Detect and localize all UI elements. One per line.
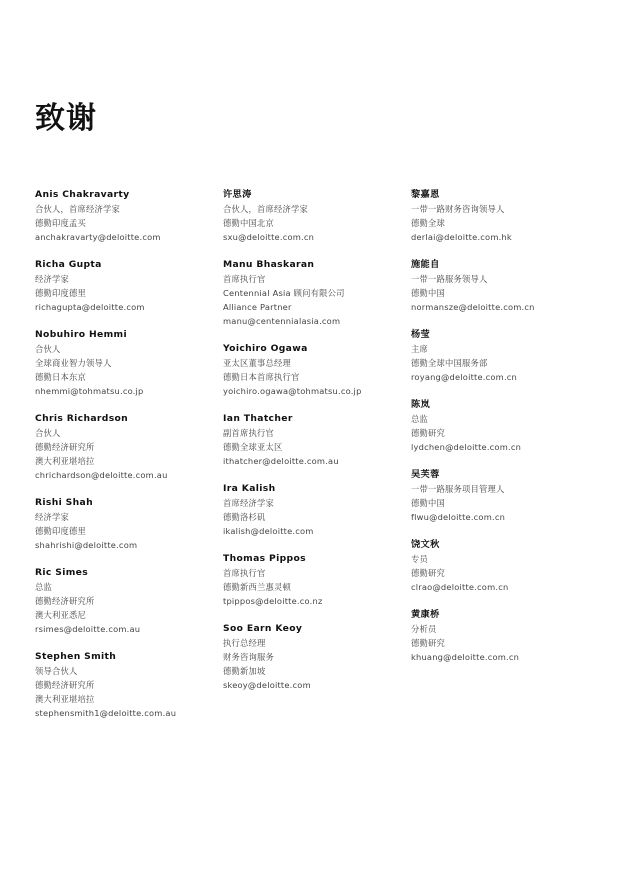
contact-email[interactable]: rsimes@deloitte.com.au: [35, 624, 141, 634]
contact-email[interactable]: royang@deloitte.com.cn: [411, 372, 518, 382]
contact-entry: [35, 412, 215, 482]
contact-name: Anis Chakravarty: [35, 189, 130, 200]
contact-detail: 德勤中国: [411, 288, 445, 298]
contact-detail: 财务咨询服务: [223, 652, 274, 662]
contact-entry: [35, 258, 215, 314]
contact-detail: 德勤研究: [411, 638, 445, 648]
contact-email[interactable]: ithatcher@deloitte.com.au: [223, 456, 339, 466]
contact-detail: 德勤经济研究所: [35, 442, 95, 452]
contact-email[interactable]: stephensmith1@deloitte.com.au: [35, 708, 177, 718]
contact-email[interactable]: derlai@deloitte.com.hk: [411, 232, 512, 242]
contacts-column-1: [35, 188, 215, 734]
contact-detail: 一带一路财务咨询领导人: [411, 204, 505, 214]
contact-detail: 德勤新西兰惠灵顿: [223, 582, 291, 592]
contact-entry: [223, 412, 403, 468]
contact-entry: [411, 468, 591, 524]
contact-detail: 澳大利亚堪培拉: [35, 456, 95, 466]
contact-name: Ian Thatcher: [223, 413, 293, 424]
contact-email[interactable]: skeoy@deloitte.com: [223, 680, 311, 690]
contact-detail: 领导合伙人: [35, 666, 78, 676]
contact-detail: 分析员: [411, 624, 437, 634]
contact-name: Richa Gupta: [35, 259, 102, 270]
contact-detail: 亚太区董事总经理: [223, 358, 291, 368]
contact-entry: [411, 608, 591, 664]
contact-entry: [35, 650, 215, 720]
contact-detail: 合伙人，首席经济学家: [223, 204, 308, 214]
contact-email[interactable]: lydchen@deloitte.com.cn: [411, 442, 522, 452]
contact-detail: 经济学家: [35, 274, 69, 284]
contact-entry: [223, 622, 403, 692]
contact-name: Ric Simes: [35, 567, 89, 578]
contact-entry: [411, 188, 591, 244]
contact-detail: 德勤印度德里: [35, 288, 86, 298]
contact-name: Thomas Pippos: [223, 553, 306, 564]
contact-email[interactable]: shahrishi@deloitte.com: [35, 540, 138, 550]
contact-name: Nobuhiro Hemmi: [35, 329, 127, 340]
contact-email[interactable]: nhemmi@tohmatsu.co.jp: [35, 386, 144, 396]
contact-detail: 德勤全球亚太区: [223, 442, 283, 452]
contact-name: 陈岚: [411, 399, 431, 410]
contact-entry: [223, 482, 403, 538]
contact-entry: [35, 496, 215, 552]
contact-email[interactable]: tpippos@deloitte.co.nz: [223, 596, 323, 606]
contact-email[interactable]: flwu@deloitte.com.cn: [411, 512, 506, 522]
contact-detail: 一带一路服务领导人: [411, 274, 488, 284]
contact-email[interactable]: clrao@deloitte.com.cn: [411, 582, 509, 592]
contacts-column-3: [411, 188, 591, 678]
contact-entry: [411, 538, 591, 594]
contact-detail: 合伙人: [35, 344, 61, 354]
contact-entry: [411, 328, 591, 384]
contact-detail: 合伙人，首席经济学家: [35, 204, 120, 214]
contact-detail: 首席经济学家: [223, 498, 274, 508]
contact-detail: 一带一路服务项目管理人: [411, 484, 505, 494]
contact-detail: 德勤研究: [411, 428, 445, 438]
contact-detail: 澳大利亚悉尼: [35, 610, 86, 620]
contact-entry: [223, 188, 403, 244]
contact-detail: 德勤印度孟买: [35, 218, 86, 228]
contact-detail: 主席: [411, 344, 428, 354]
contact-name: 吴芙蓉: [411, 469, 440, 480]
contact-detail: 德勤中国北京: [223, 218, 274, 228]
contact-detail: 德勤新加坡: [223, 666, 266, 676]
contact-email[interactable]: normansze@deloitte.com.cn: [411, 302, 535, 312]
contact-detail: Alliance Partner: [223, 302, 292, 312]
contact-detail: Centennial Asia 顾问有限公司: [223, 288, 345, 298]
contact-detail: 德勤日本首席执行官: [223, 372, 300, 382]
contact-detail: 专员: [411, 554, 428, 564]
contact-detail: 经济学家: [35, 512, 69, 522]
contact-detail: 总监: [35, 582, 52, 592]
contact-detail: 德勤全球中国服务部: [411, 358, 488, 368]
contact-name: Chris Richardson: [35, 413, 129, 424]
contact-entry: [35, 188, 215, 244]
contact-detail: 德勤中国: [411, 498, 445, 508]
contact-detail: 德勤经济研究所: [35, 596, 95, 606]
contact-entry: [411, 258, 591, 314]
contact-entry: [411, 398, 591, 454]
contact-name: 饶文秋: [411, 539, 440, 550]
contact-detail: 合伙人: [35, 428, 61, 438]
contact-detail: 德勤印度德里: [35, 526, 86, 536]
contacts-column-2: [223, 188, 403, 706]
contact-email[interactable]: richagupta@deloitte.com: [35, 302, 145, 312]
contact-email[interactable]: chrichardson@deloitte.com.au: [35, 470, 168, 480]
contact-entry: [223, 258, 403, 328]
contact-detail: 首席执行官: [223, 568, 266, 578]
contact-name: 黄康桥: [411, 609, 440, 620]
contact-email[interactable]: khuang@deloitte.com.cn: [411, 652, 520, 662]
contact-detail: 全球商业智力领导人: [35, 358, 112, 368]
contact-entry: [223, 552, 403, 608]
contact-name: 杨莹: [411, 329, 431, 340]
contact-name: Rishi Shah: [35, 497, 93, 508]
contact-entry: [35, 566, 215, 636]
contact-name: Soo Earn Keoy: [223, 623, 303, 634]
contact-entry: [35, 328, 215, 398]
contact-email[interactable]: yoichiro.ogawa@tohmatsu.co.jp: [223, 386, 362, 396]
contact-name: 黎嘉恩: [411, 189, 440, 200]
contact-detail: 德勤洛杉矶: [223, 512, 266, 522]
contact-name: Stephen Smith: [35, 651, 117, 662]
contact-detail: 执行总经理: [223, 638, 266, 648]
contact-email[interactable]: sxu@deloitte.com.cn: [223, 232, 315, 242]
contact-detail: 德勤日本东京: [35, 372, 86, 382]
contact-entry: [223, 342, 403, 398]
contact-detail: 德勤全球: [411, 218, 445, 228]
contact-email[interactable]: manu@centennialasia.com: [223, 316, 341, 326]
contact-email[interactable]: ikalish@deloitte.com: [223, 526, 314, 536]
page-title: 致谢: [35, 101, 97, 136]
contact-detail: 澳大利亚堪培拉: [35, 694, 95, 704]
contact-name: Manu Bhaskaran: [223, 259, 315, 270]
contact-detail: 副首席执行官: [223, 428, 274, 438]
contact-name: Ira Kalish: [223, 483, 276, 494]
contact-detail: 德勤研究: [411, 568, 445, 578]
contact-detail: 德勤经济研究所: [35, 680, 95, 690]
contact-name: Yoichiro Ogawa: [223, 343, 308, 354]
contact-name: 施能自: [411, 259, 440, 270]
contact-detail: 首席执行官: [223, 274, 266, 284]
contact-email[interactable]: anchakravarty@deloitte.com: [35, 232, 161, 242]
contact-detail: 总监: [411, 414, 428, 424]
contact-name: 许思涛: [223, 189, 252, 200]
